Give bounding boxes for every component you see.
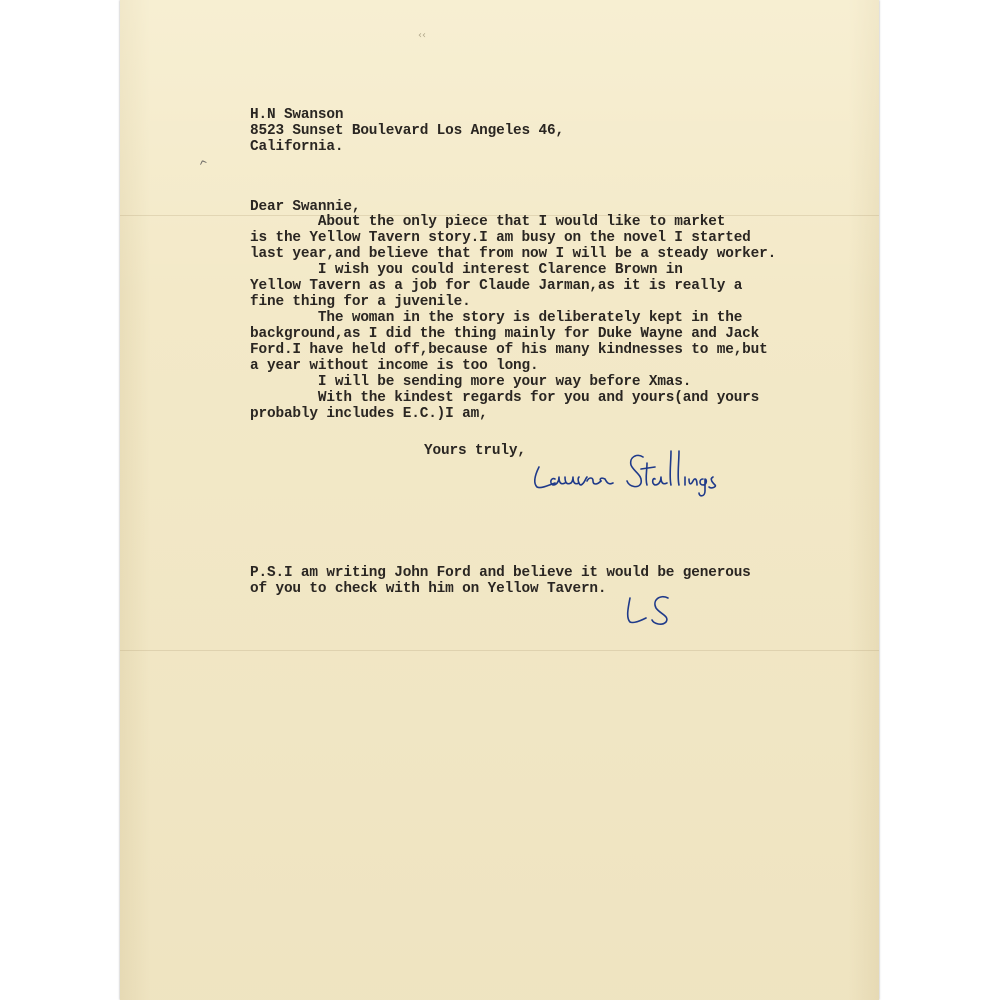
ps-line: of you to check with him on Yellow Tavern. (250, 581, 607, 597)
body-line: Yellow Tavern as a job for Claude Jarman,as it is really a (250, 278, 743, 294)
body-line: About the only piece that I would like to market (250, 214, 726, 230)
body-line: I will be sending more your way before Xmas. (250, 374, 692, 390)
initials-text: LS (622, 590, 624, 591)
body-line: I wish you could interest Clarence Brown in (250, 262, 683, 278)
body-line: The woman in the story is deliberately kept in the (250, 310, 743, 326)
body-line: is the Yellow Tavern story.I am busy on the novel I started (250, 230, 751, 246)
body-line: a year without income is too long. (250, 358, 539, 374)
ps-line: P.S.I am writing John Ford and believe it would be generous (250, 565, 751, 581)
body-line: fine thing for a juvenile. (250, 294, 471, 310)
salutation: Dear Swannie, (250, 199, 361, 215)
body-line: Ford.I have held off,because of his many kindnesses to me,but (250, 342, 768, 358)
signature-text: Laurence Stallings (525, 427, 533, 428)
letter-page (120, 0, 879, 1000)
address-line-name: H.N Swanson (250, 107, 344, 123)
handwritten-initials (622, 590, 682, 630)
top-mark: ‹‹ (418, 30, 426, 41)
handwritten-signature (525, 427, 725, 507)
body-line: probably includes E.C.)I am, (250, 406, 488, 422)
body-line: With the kindest regards for you and yours(and yours (250, 390, 760, 406)
address-line-state: California. (250, 139, 344, 155)
margin-pencil-mark: ^ (196, 156, 212, 174)
body-line: last year,and believe that from now I will be a steady worker. (250, 246, 777, 262)
closing: Yours truly, (424, 443, 526, 459)
body-line: background,as I did the thing mainly for Duke Wayne and Jack (250, 326, 760, 342)
address-line-street: 8523 Sunset Boulevard Los Angeles 46, (250, 123, 564, 139)
paper-fold-line (120, 650, 879, 651)
